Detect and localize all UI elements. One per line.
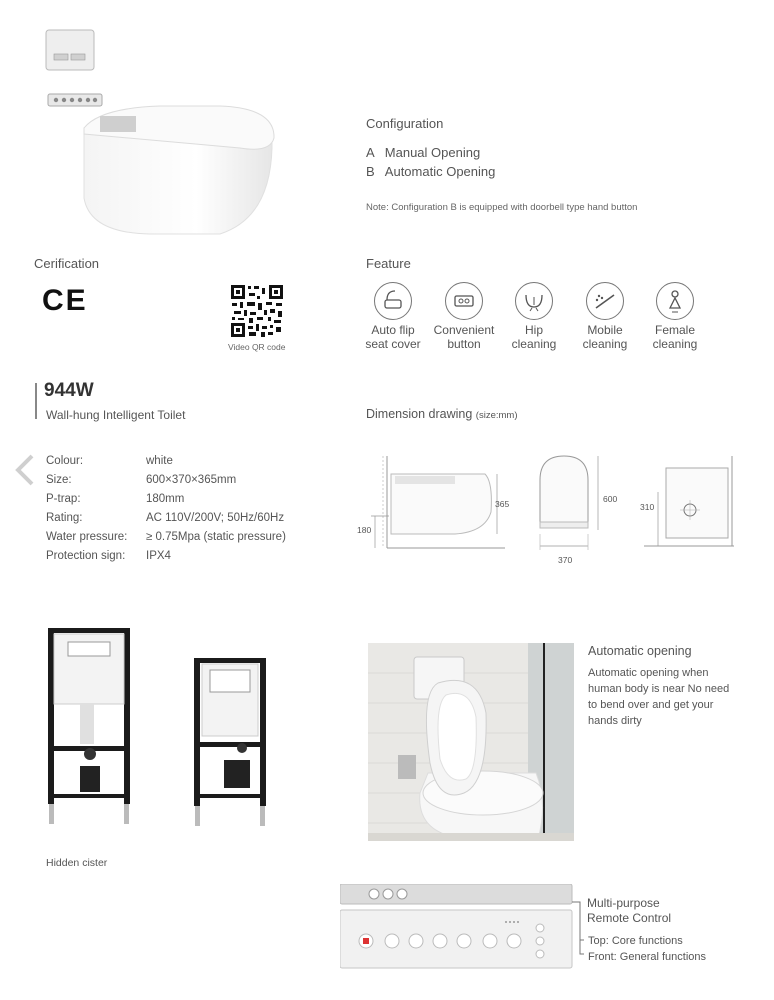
dim-370: 370 xyxy=(558,555,573,565)
configuration-note: Note: Configuration B is equipped with doorbell type hand button xyxy=(366,202,638,213)
dimension-front-view xyxy=(530,450,610,565)
feature-label-5a: Female xyxy=(654,323,695,337)
remote-title-line-1: Multi-purpose xyxy=(587,896,660,910)
ce-mark: CE xyxy=(42,284,88,317)
dimension-rear-view xyxy=(640,452,740,552)
dimension-side-view xyxy=(355,452,515,552)
feature-label-4b: cleaning xyxy=(582,337,628,351)
spec-label: Colour: xyxy=(46,455,84,467)
model-number: 944W xyxy=(44,380,94,401)
remote-control-image xyxy=(340,884,576,970)
spec-label: Rating: xyxy=(46,512,83,524)
feature-auto-flip xyxy=(358,282,428,351)
spec-label: P-trap: xyxy=(46,493,81,505)
spec-value: ≥ 0.75Mpa (static pressure) xyxy=(146,531,286,543)
dim-600: 600 xyxy=(603,494,618,504)
dim-180: 180 xyxy=(357,525,372,535)
spec-label: Size: xyxy=(46,474,72,486)
back-arrow-icon[interactable] xyxy=(12,452,38,488)
cistern-frame-image-1 xyxy=(44,626,136,826)
bathroom-photo xyxy=(368,643,574,841)
remote-bracket xyxy=(572,898,584,966)
button-icon xyxy=(445,282,483,320)
hip-icon xyxy=(515,282,553,320)
spec-value: IPX4 xyxy=(146,550,171,562)
feature-label-5b: cleaning xyxy=(652,337,698,351)
spec-colour xyxy=(46,455,173,467)
certification-title: Cerification xyxy=(34,256,100,271)
feature-label-2b: button xyxy=(447,337,481,351)
spec-label: Protection sign: xyxy=(46,550,126,562)
toilet-product-image xyxy=(40,28,290,243)
feature-label-3a: Hip xyxy=(524,323,543,337)
feature-label-1b: seat cover xyxy=(365,337,421,351)
qr-code-icon[interactable] xyxy=(230,284,284,338)
qr-caption: Video QR code xyxy=(228,342,286,352)
product-subtitle: Wall-hung Intelligent Toilet xyxy=(46,408,186,422)
configuration-title: Configuration xyxy=(366,116,444,131)
cistern-frame-image-2 xyxy=(190,656,270,828)
auto-open-line-1: Automatic opening when xyxy=(588,667,709,679)
remote-front-functions: Front: General functions xyxy=(588,951,707,963)
dimension-unit: (size:mm) xyxy=(475,410,518,421)
spec-value: 180mm xyxy=(146,493,185,505)
feature-title: Feature xyxy=(366,256,411,271)
auto-open-title: Automatic opening xyxy=(588,644,692,658)
seat-cover-icon xyxy=(374,282,412,320)
feature-hip-cleaning xyxy=(499,282,569,351)
feature-convenient-button xyxy=(429,282,499,351)
configuration-option-b: B Automatic Opening xyxy=(366,164,496,179)
spec-water-pressure xyxy=(46,531,286,543)
configuration-option-a: A Manual Opening xyxy=(366,145,481,160)
auto-open-line-4: hands dirty xyxy=(588,715,642,727)
dimension-title-text: Dimension drawing xyxy=(366,407,473,421)
auto-open-line-2: human body is near No need xyxy=(588,683,730,695)
feature-label-2a: Convenient xyxy=(433,323,495,337)
remote-title xyxy=(587,896,671,926)
remote-top-functions: Top: Core functions xyxy=(588,935,683,947)
spec-value: white xyxy=(146,455,173,467)
spec-value: AC 110V/200V; 50Hz/60Hz xyxy=(146,512,285,524)
spec-ptrap xyxy=(46,493,185,505)
feature-label-3b: cleaning xyxy=(511,337,557,351)
dim-365: 365 xyxy=(495,499,510,509)
spec-label: Water pressure: xyxy=(46,531,128,543)
auto-open-desc xyxy=(588,665,729,729)
female-icon xyxy=(656,282,694,320)
dim-310: 310 xyxy=(640,502,655,512)
spec-rating xyxy=(46,512,285,524)
feature-label-4a: Mobile xyxy=(587,323,623,337)
cistern-caption: Hidden cister xyxy=(46,857,108,869)
mobile-icon xyxy=(586,282,624,320)
remote-title-line-2: Remote Control xyxy=(587,911,672,925)
auto-open-line-3: to bend over and get your xyxy=(588,699,714,711)
spec-protection xyxy=(46,550,171,562)
feature-label-1a: Auto flip xyxy=(371,323,415,337)
feature-mobile-cleaning xyxy=(570,282,640,351)
title-divider xyxy=(35,383,37,419)
spec-size xyxy=(46,474,237,486)
spec-value: 600×370×365mm xyxy=(146,474,237,486)
dimension-title xyxy=(366,407,518,421)
feature-female-cleaning xyxy=(640,282,710,351)
